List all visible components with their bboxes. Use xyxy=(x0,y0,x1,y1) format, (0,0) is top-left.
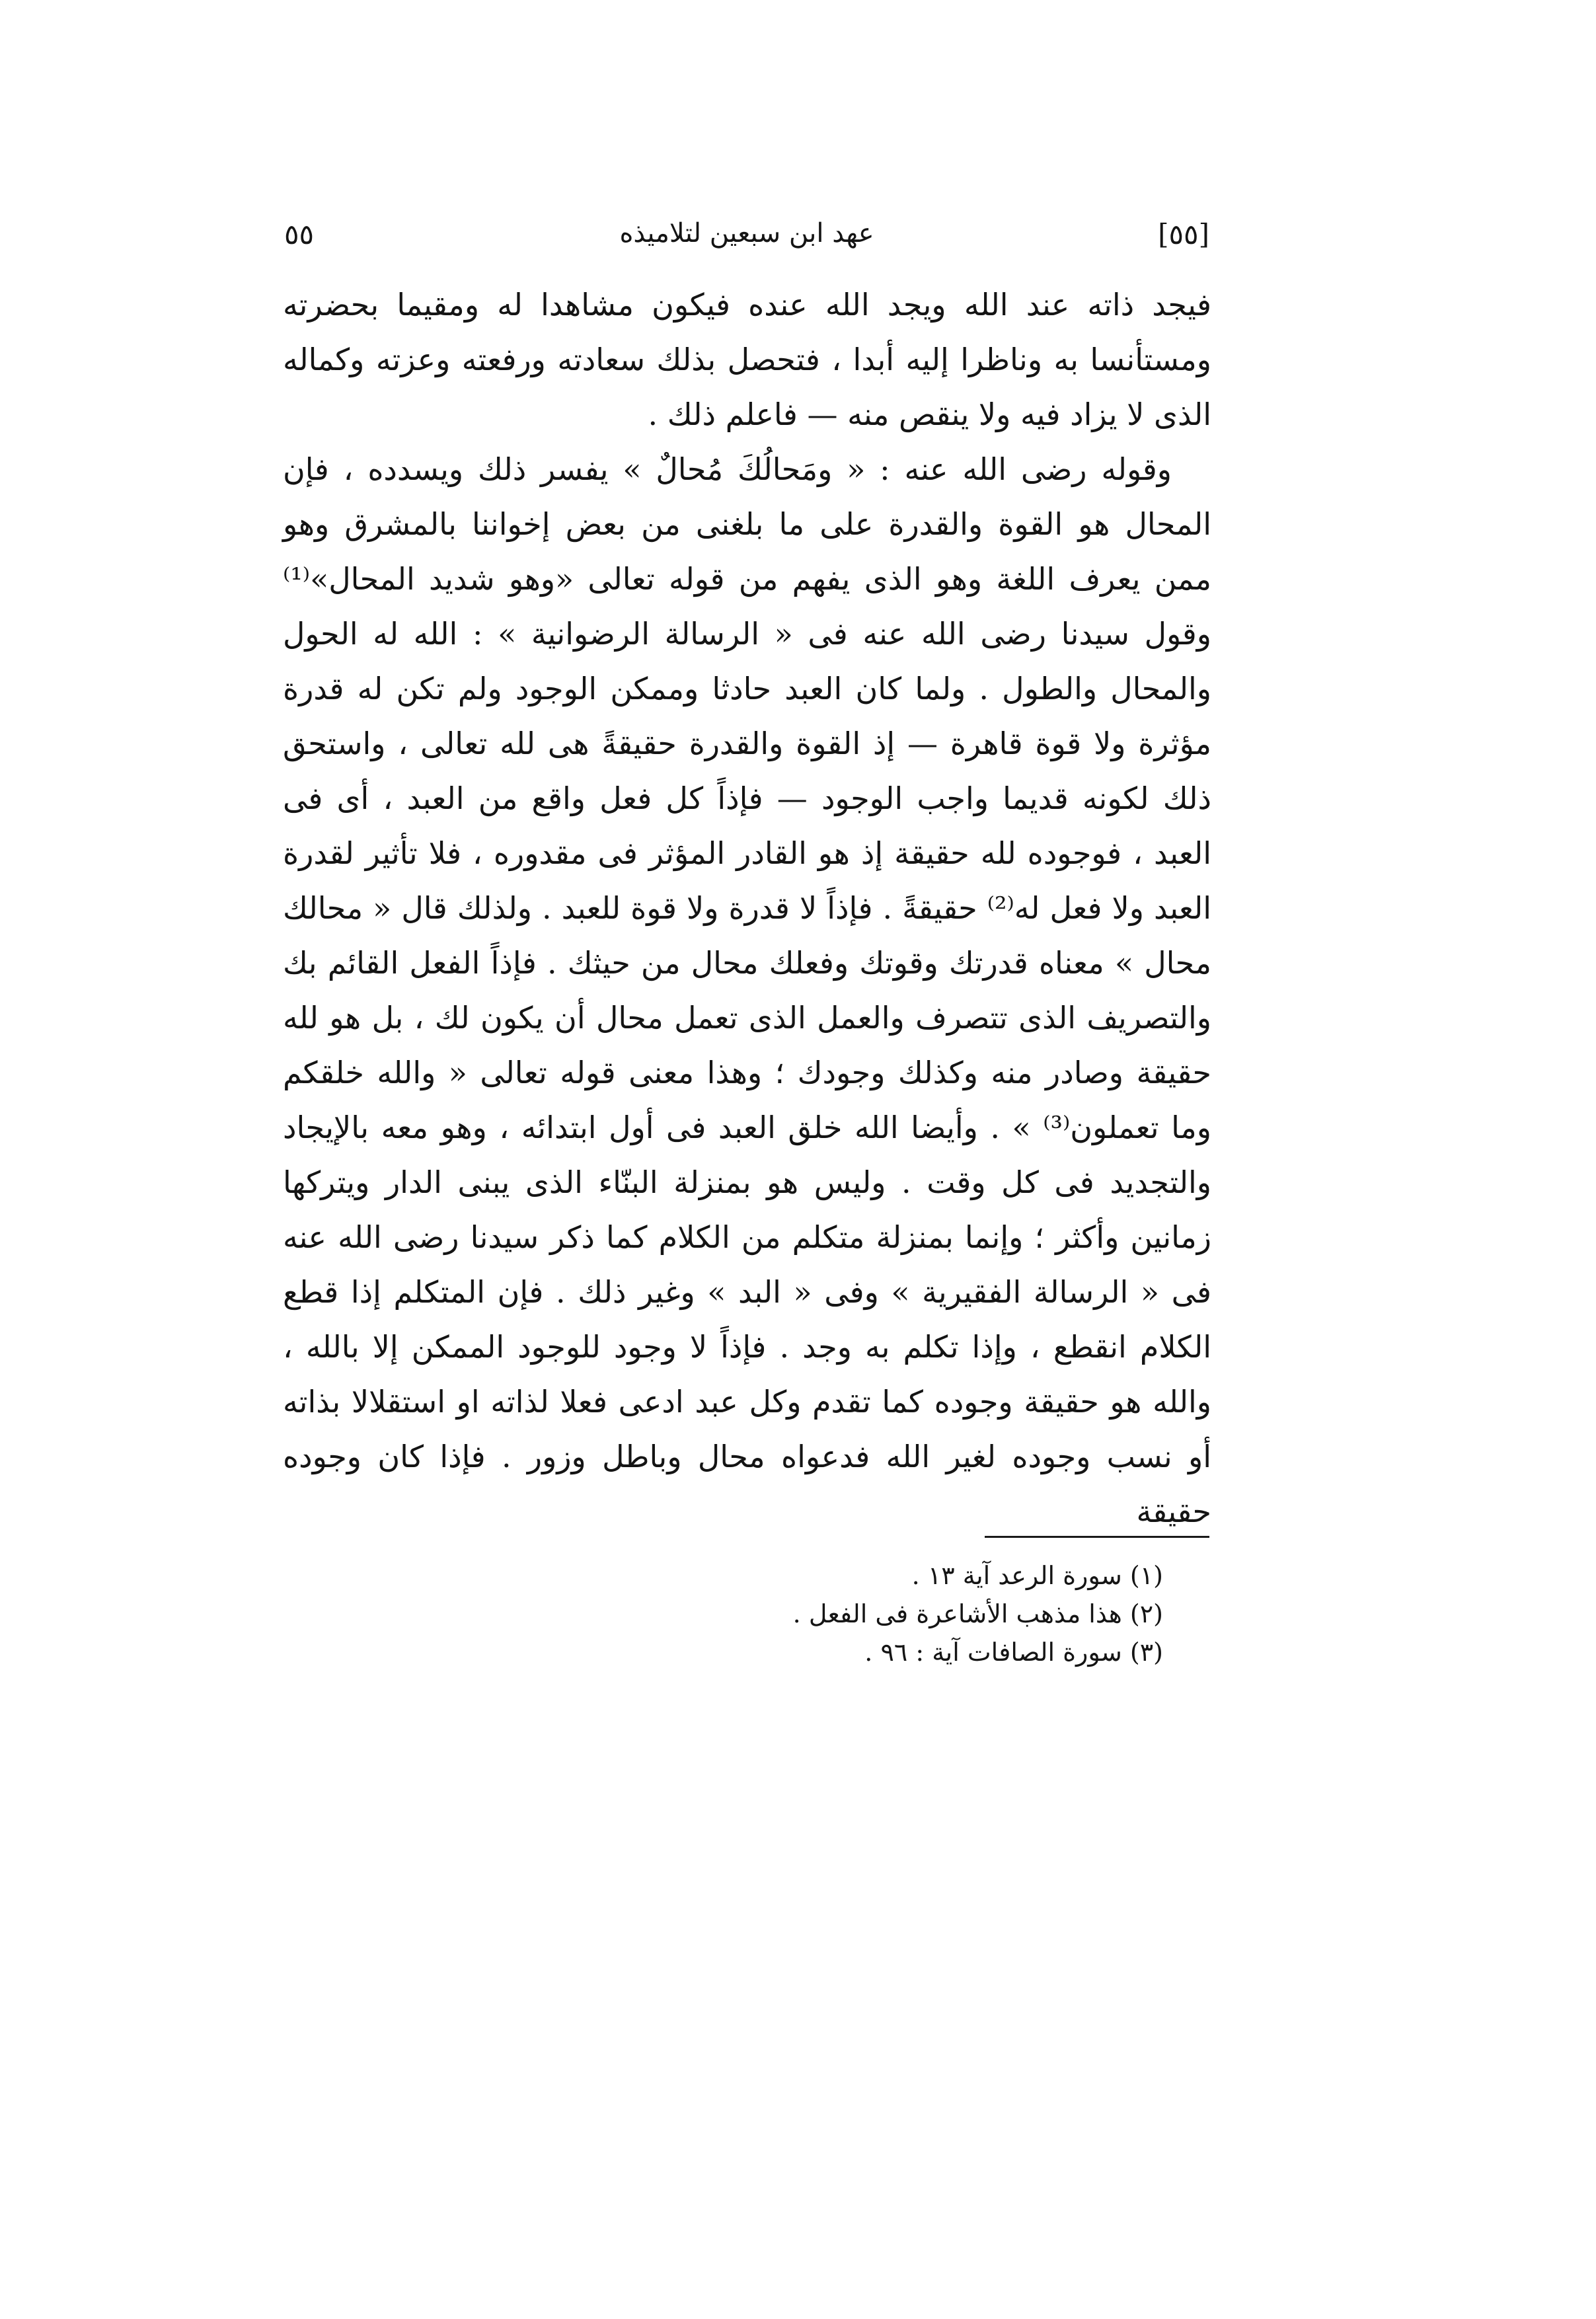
running-title: عهد ابن سبعين لتلاميذه xyxy=(619,218,874,248)
footnote-3: (٣) سورة الصافات آية : ٩٦ . xyxy=(864,1638,1163,1667)
footnote-2: (٢) هذا مذهب الأشاعرة فى الفعل . xyxy=(792,1599,1163,1628)
page-number: ٥٥ xyxy=(284,218,315,250)
paragraph-2: وقوله رضى الله عنه : « ومَحالُكَ مُحالٌ » يفسر ذلك ويسدده ، فإن المحال هو القوة والقدرة على ما بلغنى من بعض إخواننا بالمشرق وهو ممن يعرف اللغة وهو الذى يفهم من قوله تعالى «وهو شديد المحال»⁽¹⁾ وقول سيدنا رضى الله عنه فى « الرسالة الرضوانية » : الله له الحول والمحال والطول . ولما كان العبد حادثا وممكن الوجود ولم تكن له قدرة مؤثرة ولا قوة قاهرة — إذ القوة والقدرة حقيقةً هى لله تعالى ، واستحق ذلك لكونه قديما واجب الوجود — فإذاً كل فعل واقع من العبد ، أى فى العبد ، فوجوده لله حقيقة إذ هو القادر المؤثر فى مقدوره ، فلا تأثير لقدرة العبد ولا فعل له⁽²⁾ حقيقةً . فإذاً لا قدرة ولا قوة للعبد . ولذلك قال « محالك محال » معناه قدرتك وقوتك وفعلك محال من حيثك . فإذاً الفعل القائم بك والتصريف الذى تتصرف والعمل الذى تعمل محال أن يكون لك ، بل هو لله حقيقة وصادر منه وكذلك وجودك ؛ وهذا معنى قوله تعالى « والله خلقكم وما تعملون⁽³⁾ » . وأيضا الله خلق العبد فى أول ابتدائه ، وهو معه بالإيجاد والتجديد فى كل وقت . وليس هو بمنزلة البنّاء الذى يبنى الدار ويتركها زمانين وأكثر ؛ وإنما بمنزلة متكلم من الكلام كما ذكر سيدنا رضى الله عنه فى « الرسالة الفقيرية » وفى « البد » وغير ذلك . فإن المتكلم إذا قطع الكلام انقطع ، وإذا تكلم به وجد . فإذاً لا وجود للوجود الممكن إلا بالله ، والله هو حقيقة وجوده كما تقدم وكل عبد ادعى فعلا لذاته او استقلالا بذاته أو نسب وجوده لغير الله فدعواه محال وباطل وزور . فإذا كان وجوده حقيقة xyxy=(283,451,1212,1529)
paragraph-1: فيجد ذاته عند الله ويجد الله عنده فيكون مشاهدا له ومقيما بحضرته ومستأنسا به وناظرا إليه أبدا ، فتحصل بذلك سعادته ورفعته وعزته وكماله الذى لا يزاد فيه ولا ينقص منه — فاعلم ذلك . xyxy=(283,287,1211,432)
footnote-separator xyxy=(985,1536,1209,1538)
footnote-1: (١) سورة الرعد آية ١٣ . xyxy=(911,1561,1163,1590)
page-number-bracketed: [٥٥] xyxy=(1158,218,1209,250)
main-text xyxy=(283,278,1211,1539)
page-header xyxy=(284,218,1209,264)
footnotes xyxy=(661,1556,1163,1671)
